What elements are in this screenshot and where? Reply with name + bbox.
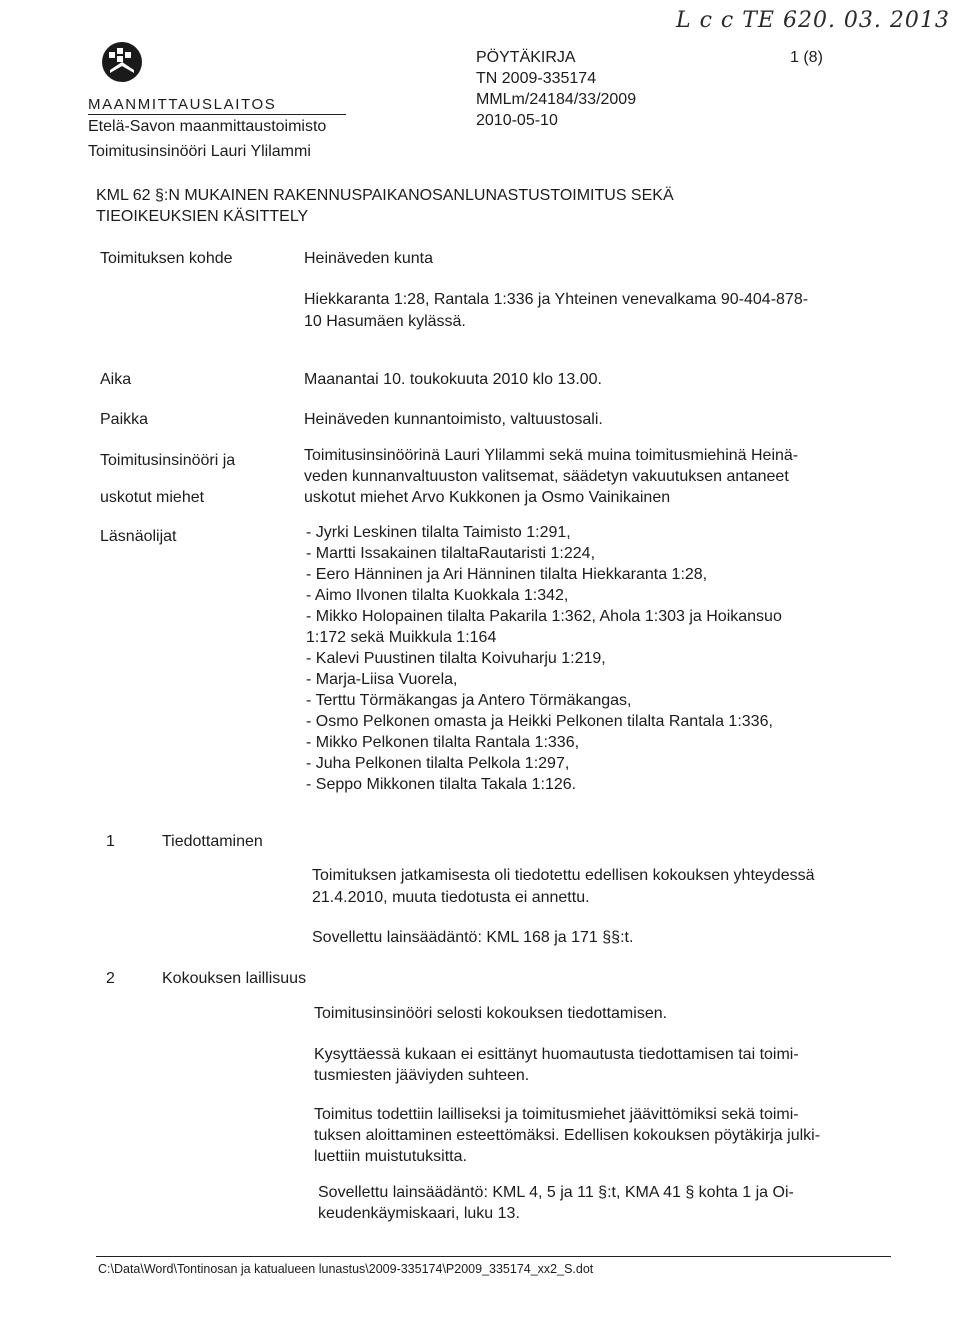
section-2-paragraph-3-line-1: Toimitus todettiin lailliseksi ja toimitusmiehet jäävittömiksi sekä toimi- [314,1106,799,1123]
paikka-label: Paikka [100,411,149,428]
kohde-municipality: Heinäveden kunta [304,250,433,267]
list-item: - Seppo Mikkonen tilalta Takala 1:126. [306,776,577,793]
section-1-number: 1 [106,833,115,850]
kohde-label: Toimituksen kohde [100,250,233,267]
aika-label: Aika [100,371,132,388]
footer-rule [96,1256,891,1257]
toimitusinsinoori-label-line-2: uskotut miehet [100,489,205,506]
toimitusinsinoori-label-line-1: Toimitusinsinööri ja [100,452,236,469]
document-type: PÖYTÄKIRJA [476,49,576,66]
list-item: - Kalevi Puustinen tilalta Koivuharju 1:219, [306,650,606,667]
toimitusinsinoori-text-line-1: Toimitusinsinöörinä Lauri Ylilammi sekä muina toimitusmiehinä Heinä- [304,447,799,464]
footer-file-path: C:\Data\Word\Tontinosan ja katualueen lunastus\2009-335174\P2009_335174_xx2_S.dot [98,1262,594,1276]
section-1-paragraph-1-line-1: Toimituksen jatkamisesta oli tiedotettu edellisen kokouksen yhteydessä [312,867,815,884]
kohde-properties-line-1: Hiekkaranta 1:28, Rantala 1:336 ja Yhteinen venevalkama 90-404-878- [304,291,809,308]
list-item: 1:172 sekä Muikkula 1:164 [306,629,497,646]
maanmittauslaitos-logo-icon [100,40,144,84]
section-2-paragraph-3-line-3: luettiin muistutuksitta. [314,1148,467,1165]
list-item: - Terttu Törmäkangas ja Antero Törmäkangas, [306,692,632,709]
list-item: - Mikko Holopainen tilalta Pakarila 1:362, Ahola 1:303 ja Hoikansuo [306,608,782,625]
section-2-legislation-line-1: Sovellettu lainsäädäntö: KML 4, 5 ja 11 §:t, KMA 41 § kohta 1 ja Oi- [318,1184,794,1201]
section-1-legislation: Sovellettu lainsäädäntö: KML 168 ja 171 §§:t. [312,929,634,946]
list-item: - Aimo Ilvonen tilalta Kuokkala 1:342, [306,587,569,604]
page-title-line-1: KML 62 §:N MUKAINEN RAKENNUSPAIKANOSANLUNASTUSTOIMITUS SEKÄ [96,187,674,204]
section-2-paragraph-2-line-1: Kysyttäessä kukaan ei esittänyt huomautusta tiedottamisen tai toimi- [314,1046,799,1063]
lasnaolijat-list [306,522,782,795]
section-1-title: Tiedottaminen [162,833,263,850]
list-item: - Martti Issakainen tilaltaRautaristi 1:224, [306,545,596,562]
list-item: - Osmo Pelkonen omasta ja Heikki Pelkonen tilalta Rantala 1:336, [306,713,773,730]
lasnaolijat-label: Läsnäolijat [100,528,177,545]
kohde-properties-line-2: 10 Hasumäen kylässä. [304,313,466,330]
organization-name: MAANMITTAUSLAITOS [88,96,277,113]
tn-number: TN 2009-335174 [476,70,597,87]
engineer-name: Toimitusinsinööri Lauri Ylilammi [88,143,311,160]
section-2-paragraph-2-line-2: tusmiesten jääviyden suhteen. [314,1067,530,1084]
handwritten-note: L c c TE 620. 03. 2013 [676,8,950,33]
org-underline [88,114,346,115]
section-2-paragraph-3-line-2: tuksen aloittaminen esteettömäksi. Edellisen kokouksen pöytäkirja julki- [314,1127,821,1144]
page-title-line-2: TIEOIKEUKSIEN KÄSITTELY [96,208,309,225]
list-item: - Mikko Pelkonen tilalta Rantala 1:336, [306,734,580,751]
toimitusinsinoori-text-line-2: veden kunnanvaltuuston valitsemat, säädetyn vakuutuksen antaneet [304,468,789,485]
section-2-number: 2 [106,970,115,987]
aika-value: Maanantai 10. toukokuuta 2010 klo 13.00. [304,371,602,388]
section-2-title: Kokouksen laillisuus [162,970,307,987]
section-2-legislation-line-2: keudenkäymiskaari, luku 13. [318,1205,520,1222]
document-date: 2010-05-10 [476,112,558,129]
list-item: - Eero Hänninen ja Ari Hänninen tilalta Hiekkaranta 1:28, [306,566,708,583]
section-1-paragraph-1-line-2: 21.4.2010, muuta tiedotusta ei annettu. [312,889,590,906]
page-number: 1 (8) [790,49,823,66]
office-name: Etelä-Savon maanmittaustoimisto [88,118,327,135]
list-item: - Marja-Liisa Vuorela, [306,671,458,688]
paikka-value: Heinäveden kunnantoimisto, valtuustosali. [304,411,603,428]
section-2-paragraph-1: Toimitusinsinööri selosti kokouksen tiedottamisen. [314,1005,668,1022]
list-item: - Jyrki Leskinen tilalta Taimisto 1:291, [306,524,571,541]
reference-number: MMLm/24184/33/2009 [476,91,637,108]
toimitusinsinoori-text-line-3: uskotut miehet Arvo Kukkonen ja Osmo Vainikainen [304,489,671,506]
list-item: - Juha Pelkonen tilalta Pelkola 1:297, [306,755,570,772]
